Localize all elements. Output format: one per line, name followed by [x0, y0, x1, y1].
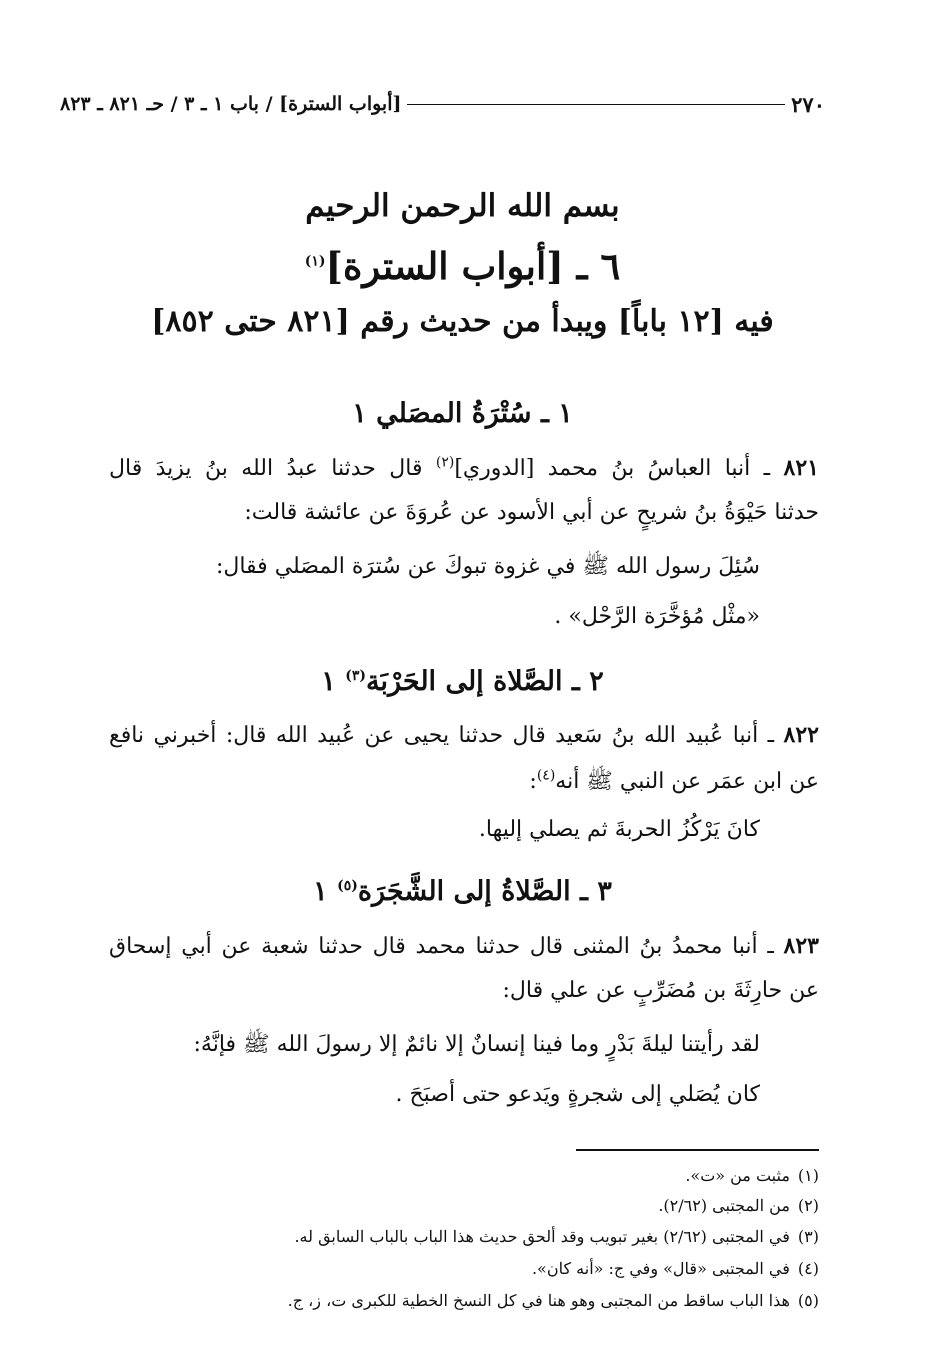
hadith-text: ـ أنبا عُبيد الله بنُ سَعيد قال حدثنا يحيى عن عُبيد الله قال: أخبرني نافع	[109, 723, 775, 748]
hadith-line: عن حارِثَةَ بن مُضَرِّبٍ عن علي قال:	[502, 978, 819, 1003]
hadith-number: ٨٢٢	[783, 722, 819, 748]
basmala: بسم الله الرحمن الرحيم	[305, 188, 620, 224]
footnote	[99, 1259, 819, 1278]
hadith-line	[109, 722, 819, 748]
hadith-text: عن ابن عمَر عن النبي ﷺ أنه	[555, 769, 819, 794]
hadith-line	[109, 767, 819, 799]
hadith-number: ٨٢٣	[783, 933, 819, 959]
hadith-line: لقد رأيتنا ليلةَ بَدْرٍ وما فينا إنسانٌ إلا نائمٌ إلا رسولَ الله ﷺ فإنَّهُ:	[193, 1032, 760, 1057]
hadith-line: كان يُصَلي إلى شجرةٍ ويَدعو حتى أصبَحَ .	[395, 1082, 760, 1107]
hadith-text: ـ أنبا العباسُ بنُ محمد [الدوري]	[454, 456, 771, 481]
footnote	[99, 1166, 819, 1185]
chapter-suffix: ١	[352, 398, 367, 429]
hadith-line	[109, 933, 819, 959]
footnote	[99, 1196, 819, 1215]
footnote-ref: (١)	[304, 253, 326, 270]
chapter-suffix: ١	[321, 666, 336, 697]
running-header	[60, 86, 825, 122]
footnote-number: (٥)	[797, 1291, 819, 1310]
chapter-heading	[0, 666, 925, 697]
footnote-text: في المجتبى (٢/٦٢) بغير تبويب وقد ألحق حديث هذا الباب بالباب السابق له.	[294, 1227, 790, 1246]
footnote-ref: (٥)	[337, 878, 358, 894]
hadith-line: حدثنا حَيْوَةُ بنُ شريحٍ عن أبي الأسود عن عُروَةَ عن عائشة قالت:	[244, 500, 819, 525]
hadith-line	[109, 455, 819, 481]
hadith-line: «مثْل مُؤخَّرَة الرَّحْل» .	[554, 604, 760, 629]
footnote-text: في المجتبى «قال» وفي ج: «أنه كان».	[531, 1259, 790, 1278]
footnote-ref: (٣)	[345, 668, 366, 684]
chapter-title: ١ ـ سُتْرَةُ المصَلي	[376, 398, 573, 429]
chapter-title: ٣ ـ الصَّلاةُ إلى الشَّجَرَة	[357, 876, 612, 907]
footnote-number: (١)	[797, 1166, 819, 1185]
footnote-number: (٢)	[797, 1196, 819, 1215]
hadith-line: سُئِلَ رسول الله ﷺ في غزوة تبوكَ عن سُترَة المصَلي فقال:	[215, 554, 760, 579]
hadith-text: قال حدثنا عبدُ الله بنُ يزيدَ قال	[109, 456, 423, 481]
header-rule	[407, 104, 785, 105]
footnote-number: (٤)	[797, 1259, 819, 1278]
footnote-text: مثبت من «ت».	[685, 1166, 790, 1185]
footnote-number: (٣)	[797, 1227, 819, 1246]
footnote	[99, 1227, 819, 1246]
footnote	[99, 1291, 819, 1310]
chapter-title: ٢ ـ الصَّلاة إلى الحَرْبَة	[366, 666, 604, 697]
footnote-text: من المجتبى (٢/٦٢).	[658, 1196, 790, 1215]
hadith-number: ٨٢١	[783, 455, 819, 481]
footnote-separator	[576, 1149, 819, 1151]
book-title	[0, 244, 925, 288]
hadith-text: ـ أنبا محمدُ بنُ المثنى قال حدثنا محمد قال حدثنا شعبة عن أبي إسحاق	[109, 934, 774, 959]
page-number: ٢٧٠	[791, 91, 825, 117]
footnote-ref: (٤)	[536, 767, 556, 784]
hadith-text: :	[529, 769, 537, 794]
header-reference: [أبواب السترة] / باب ١ ـ ٣ / حـ ٨٢١ ـ ٨٢٣	[60, 93, 402, 115]
chapter-heading	[0, 876, 925, 907]
footnote-text: هذا الباب ساقط من المجتبى وهو هنا في كل النسخ الخطية للكبرى ت، ز، ج.	[287, 1291, 790, 1310]
hadith-line: كانَ يَرْكُزُ الحربةَ ثم يصلي إليها.	[478, 817, 760, 842]
book-subtitle: فيه [١٢ باباً] ويبدأ من حديث رقم [٨٢١ حتى ٨٥٢]	[151, 304, 774, 339]
chapter-heading	[0, 398, 925, 429]
footnote-ref: (٢)	[435, 454, 455, 471]
book-title-text: ٦ ـ [أبواب السترة]	[325, 244, 621, 288]
chapter-suffix: ١	[313, 876, 328, 907]
